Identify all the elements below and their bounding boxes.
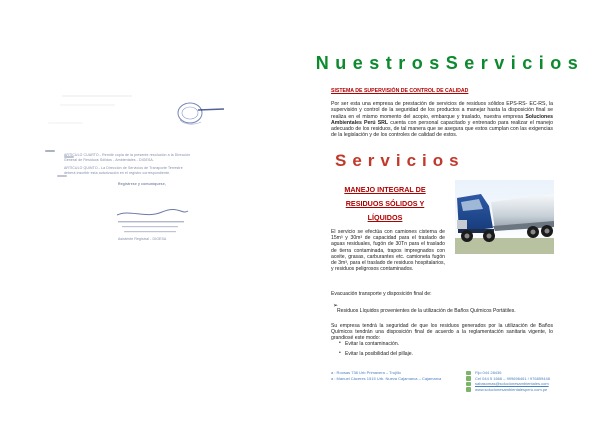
address-line: a : Roosas 738 Urb Primavera – Trujillo [331,370,401,375]
bullet-text: Residuos Líquidos provenientes de la utilización de Baños Químicos Portátiles. [337,308,516,314]
evacuation-label: Evacuación transporte y disposición final de: [331,291,432,297]
official-seal-icon [168,100,228,130]
scan-line-4: deberá inscribir esta autorización en el registro correspondiente. [64,171,171,175]
bullet-dot-icon: • [339,350,341,356]
email-icon [466,382,471,387]
service-paragraph-2: Su empresa tendrá la seguridad de que los residuos generados por la utilización de Baños Químicos tendrán una disposición final de acuerdo a la reglamentación sanitaria vigente, lo grandiosé este modo: [331,323,553,342]
intro-text-1: Por ser esta una empresa de prestación de servicios de residuos sólidos EPS-RS- EC-RS, la supervisión y control de la seguridad de los productos a manejar hasta la disposición final se realiza en el mismo momento del acopio, embarque y traslado, nuestra empresa [331,101,553,120]
mobile-text: Cel 044 5 1666 – 999696461 / 976859448 [475,375,550,381]
page-title: NuestrosServicios [315,53,585,73]
footer-addresses [331,370,441,381]
company-name: Soluciones Ambientales Perú SRL [331,113,553,126]
scan-line-6: Asistente Registral - DIGESA [118,237,167,241]
service-title: MANEJO INTEGRAL DE RESIDUOS SÓLIDOS Y LÍQUIDOS [344,185,426,222]
website-link[interactable]: www.solucionesambientalesperu.com.pe [475,386,548,392]
list-item-text: Evitar la contaminación. [345,341,400,347]
address-line: a : Manuel Cáceres 1515 Urb. Nueva Cajamarca – Cajamarca [331,375,442,381]
bullet-item [333,302,516,314]
services-title: Servicios [335,151,465,170]
list-item-text: Evitar la posibilidad del pillaje. [345,351,413,357]
service-description: El servicio se efectúa con camiones cisterna de 15m³ y 30m³ de capacidad para el traslado de aguas residuales, fugón de 30Tn para el traslado de tierra contaminada, trapos impregnados con aceite, grasas, carburantes etc. camioneta fugón de 3m³, para el traslado de residuos hospitalarios, y residuos peligrosos contaminados. [331,229,445,273]
globe-icon [466,387,471,392]
intro-text-2: cuenta con personal capacitado y entrenado para realizar el manejo adecuado de los residuos, de tal manera que se asegura que estos cumplan con las exigencias de la legislación y de los controles de calidad de estos. [331,119,553,139]
quality-control-heading: SISTEMA DE SUPERVISIÓN DE CONTROL DE CALIDAD [331,88,469,94]
arrow-bullet-icon: ➢ [333,303,339,309]
tanker-truck-image [455,180,554,254]
scan-line-5: Regístrese y comuníquese, [118,182,166,186]
phone-text: Fijo 044 28436 [475,370,502,375]
mobile-icon [466,376,471,381]
website-row[interactable] [466,387,550,393]
intro-paragraph [331,101,553,139]
email-link[interactable]: sabasomas@solucionesambientales.com [475,381,549,387]
phone-icon [466,371,471,376]
scan-line-3: ARTÍCULO QUINTO.- La Dirección de Servicios de Transporte Terrestre [64,166,183,170]
scan-line-1: ARTÍCULO CUARTO.- Remitir copia de la presente resolución a la Dirección [64,153,191,157]
footer-contacts [466,370,550,392]
bullet-dot-icon: • [339,340,341,346]
scan-line-2: General de Residuos Sólidos - Ambientales - DIGESA. [64,158,154,162]
